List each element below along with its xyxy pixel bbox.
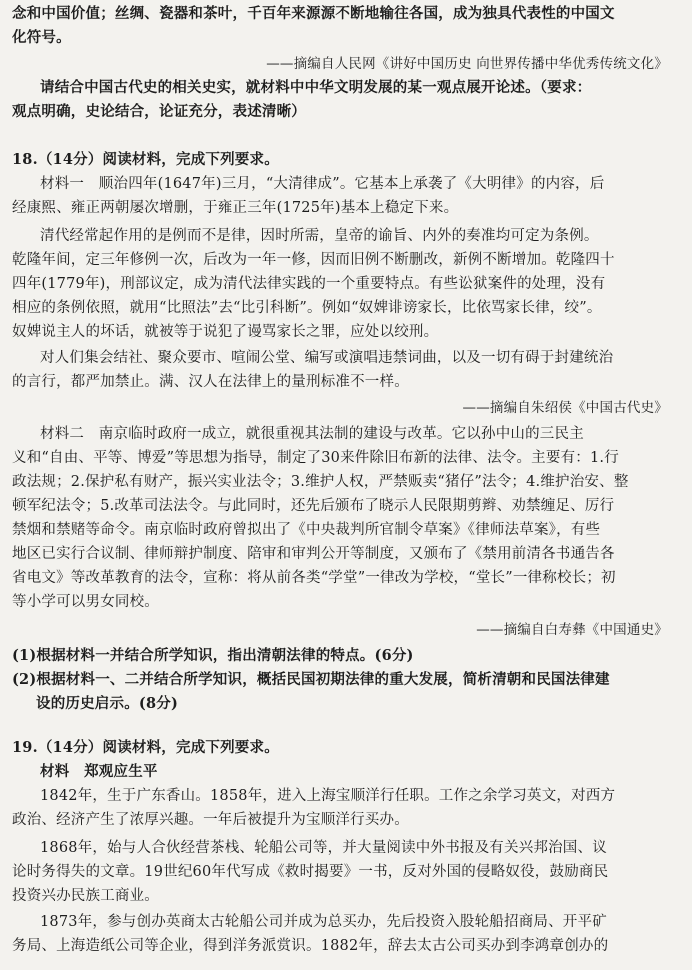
material-line: 奴婢说主人的坏话，就被等于说犯了谩骂家长之罪，应处以绞刑。: [12, 324, 439, 340]
material-line: 禁烟和禁赌等命令。南京临时政府曾拟出了《中央裁判所官制令草案》《律师法草案》，有些: [12, 522, 601, 538]
question-header: 19.（14分）阅读材料，完成下列要求。: [12, 739, 279, 756]
material-line: 乾隆年间，定三年修例一次，后改为一年一修，因而旧例不断删改，新例不断增加。乾隆四十: [12, 252, 615, 268]
material-line: 相应的条例依照，就用“比照法”去“比引科断”。例如“奴婢诽谤家长，比依骂家长律，绞”。: [12, 300, 602, 316]
text-line: 化符号。: [12, 29, 71, 46]
material-line: 清代经常起作用的是例而不是律，因时所需，皇帝的谕旨、内外的奏准均可定为条例。: [40, 228, 599, 244]
material-line: 务局、上海造纸公司等企业，得到洋务派赏识。1882年，辞去太古公司买办到李鸿章创办的: [12, 938, 609, 954]
material-line: 材料一 顺治四年(1647年)三月，“大清律成”。它基本上承袭了《大明律》的内容，后: [40, 176, 605, 192]
source-citation: ——摘编自朱绍侯《中国古代史》: [462, 400, 668, 416]
sub-question: (1)根据材料一并结合所学知识，指出清朝法律的特点。(6分): [12, 647, 414, 664]
material-line: 1842年，生于广东香山。1858年，进入上海宝顺洋行任职。工作之余学习英文，对西方: [40, 788, 616, 804]
material-line: 投资兴办民族工商业。: [12, 888, 159, 904]
sub-question: (2)根据材料一、二并结合所学知识，概括民国初期法律的重大发展，简析清朝和民国法律建: [12, 671, 610, 688]
task-line: 请结合中国古代史的相关史实，就材料中中华文明发展的某一观点展开论述。（要求：: [40, 79, 592, 96]
material-line: 政法规；2.保护私有财产，振兴实业法令；3.维护人权，严禁贩卖“猪仔”法令；4.维护治安、整: [12, 474, 629, 490]
material-line: 对人们集会结社、聚众要市、喧闹公堂、编写或演唱违禁词曲，以及一切有碍于封建统治: [40, 350, 614, 366]
material-line: 省电文》等改革教育的法令，宣称：将从前各类“学堂”一律改为学校，“堂长”一律称校长；初: [12, 570, 616, 586]
material-line: 四年(1779年)，刑部议定，成为清代法律实践的一个重要特点。有些讼狱案件的处理，没有: [12, 276, 606, 292]
material-line: 1873年，参与创办英商太古轮船公司并成为总买办，先后投资入股轮船招商局、开平矿: [40, 914, 607, 930]
material-line: 地区已实行合议制、律师辩护制度、陪审和审判公开等制度，又颁布了《禁用前清各书通告各: [12, 546, 615, 562]
material-line: 等小学可以男女同校。: [12, 594, 159, 610]
material-line: 义和“自由、平等、博爱”等思想为指导，制定了30来件除旧布新的法律、法令。主要有：1.行: [12, 450, 619, 466]
task-line: 观点明确，史论结合，论证充分，表述清晰）: [12, 103, 306, 120]
text-line: 念和中国价值；丝绸、瓷器和茶叶，千百年来源源不断地输往各国，成为独具代表性的中国文: [12, 5, 615, 22]
material-line: 论时务得失的文章。19世纪60年代写成《救时揭要》一书，反对外国的侵略奴役，鼓励商民: [12, 864, 609, 880]
material-line: 经康熙、雍正两朝屡次增删，于雍正三年(1725年)基本上稳定下来。: [12, 200, 459, 216]
material-line: 材料二 南京临时政府一成立，就很重视其法制的建设与改革。它以孙中山的三民主: [40, 426, 584, 442]
material-title: 材料 郑观应生平: [40, 763, 158, 780]
source-citation: ——摘编自人民网《讲好中国历史 向世界传播中华优秀传统文化》: [266, 56, 668, 72]
question-header: 18.（14分）阅读材料，完成下列要求。: [12, 151, 279, 168]
source-citation: ——摘编自白寿彝《中国通史》: [476, 622, 668, 638]
material-line: 的言行，都严加禁止。满、汉人在法律上的量刑标准不一样。: [12, 374, 409, 390]
material-line: 政治、经济产生了浓厚兴趣。一年后被提升为宝顺洋行买办。: [12, 812, 409, 828]
material-line: 1868年，始与人合伙经营茶栈、轮船公司等，并大量阅读中外书报及有关兴邦治国、议: [40, 840, 607, 856]
sub-question: 设的历史启示。(8分): [36, 695, 179, 712]
material-line: 顿军纪法令；5.改革司法法令。与此同时，还先后颁布了晓示人民限期剪辫、劝禁缠足、厉行: [12, 498, 615, 514]
